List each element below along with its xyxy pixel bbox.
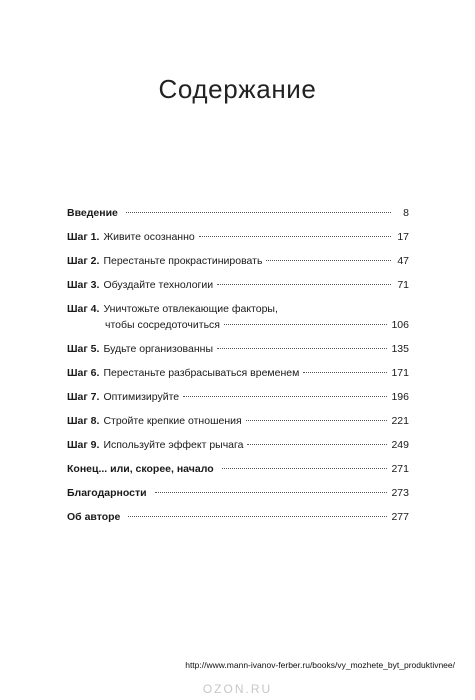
dot-leader [128, 515, 387, 517]
toc-page-number: 277 [391, 511, 409, 523]
toc-entry [67, 365, 409, 389]
toc-entry-title: Перестаньте разбрасываться временем [103, 367, 300, 379]
toc-page-number: 271 [391, 463, 409, 475]
toc-entry [67, 253, 409, 277]
toc-step-label: Шаг 9. [67, 439, 100, 451]
source-url: http://www.mann-ivanov-ferber.ru/books/vy_mozhete_byt_produktivnee/ [185, 660, 455, 670]
toc-step-label: Шаг 8. [67, 415, 100, 427]
toc-entry [67, 461, 409, 485]
dot-leader [246, 419, 388, 421]
toc-page-number: 106 [391, 319, 409, 331]
dot-leader [224, 323, 387, 325]
toc-entry [67, 437, 409, 461]
watermark: OZON.RU [202, 682, 273, 696]
toc-page-number: 273 [391, 487, 409, 499]
toc-entry-title: Живите осознанно [103, 231, 195, 243]
toc-step-label: Шаг 4. [67, 303, 100, 315]
toc-page-number: 71 [397, 279, 409, 291]
toc-entry-title: Конец... или, скорее, начало [67, 463, 214, 475]
toc-entry [67, 229, 409, 253]
table-of-contents [67, 205, 409, 533]
toc-page-number: 171 [391, 367, 409, 379]
toc-entry-title: Перестаньте прокрастинировать [103, 255, 263, 267]
toc-page-number: 47 [397, 255, 409, 267]
toc-page-number: 17 [397, 231, 409, 243]
toc-entry-title: Стройте крепкие отношения [103, 415, 242, 427]
dot-leader [217, 347, 387, 349]
dot-leader [199, 235, 391, 237]
dot-leader [303, 371, 387, 373]
dot-leader [217, 283, 391, 285]
toc-page-number: 135 [391, 343, 409, 355]
toc-entry-title: Об авторе [67, 511, 121, 523]
toc-step-label: Шаг 3. [67, 279, 100, 291]
toc-entry-title: Введение [67, 207, 118, 219]
toc-page-number: 196 [391, 391, 409, 403]
toc-entry-title: Оптимизируйте [103, 391, 180, 403]
toc-entry-title-continued: чтобы сосредоточиться [105, 319, 220, 331]
toc-entry [67, 277, 409, 301]
dot-leader [155, 491, 388, 493]
toc-step-label: Шаг 5. [67, 343, 100, 355]
toc-step-label: Шаг 6. [67, 367, 100, 379]
toc-step-label: Шаг 1. [67, 231, 100, 243]
toc-entry-title: Обуздайте технологии [103, 279, 214, 291]
toc-entry [67, 485, 409, 509]
toc-entry [67, 509, 409, 533]
toc-entry [67, 413, 409, 437]
dot-leader [126, 211, 391, 213]
toc-entry [67, 205, 409, 229]
toc-entry-title: Благодарности [67, 487, 147, 499]
dot-leader [183, 395, 387, 397]
toc-page-number: 221 [391, 415, 409, 427]
toc-entry [67, 341, 409, 365]
toc-entry-title: Будьте организованны [103, 343, 214, 355]
toc-step-label: Шаг 2. [67, 255, 100, 267]
toc-page-number: 8 [403, 207, 409, 219]
dot-leader [247, 443, 387, 445]
toc-entry [67, 389, 409, 413]
toc-entry [67, 301, 409, 341]
toc-entry-title: Уничтожьте отвлекающие факторы, [103, 303, 278, 315]
toc-entry-title: Используйте эффект рычага [103, 439, 244, 451]
page-title: Содержание [158, 74, 317, 104]
toc-page-number: 249 [391, 439, 409, 451]
dot-leader [222, 467, 388, 469]
dot-leader [266, 259, 391, 261]
toc-step-label: Шаг 7. [67, 391, 100, 403]
